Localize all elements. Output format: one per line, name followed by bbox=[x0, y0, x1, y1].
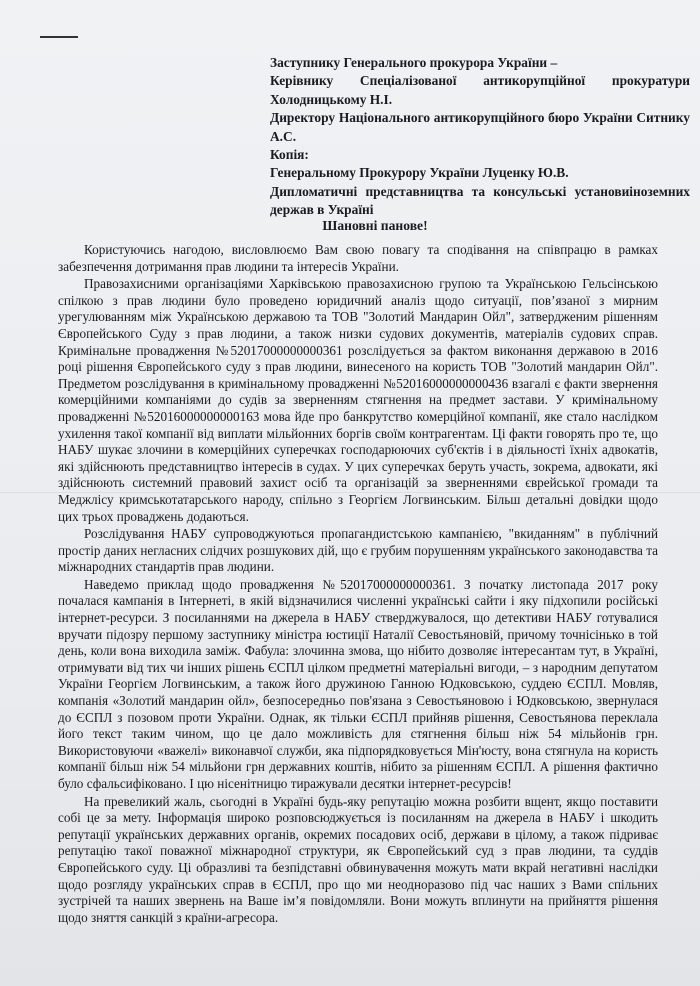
recipients-block bbox=[270, 54, 690, 220]
body-paragraph: На превеликий жаль, сьогодні в Україні будь-яку репутацію можна розбити вщент, якщо поставити собі це за мету. Інформація широко розповсюджується із посиланням на джерела в НАБУ і шкодить репутації українських державних органів, окремих посадових осіб, держави в цілому, а також підриває репутацію такої поважної міжнародної структури, як Європейський суд з прав людини, та суддів Європейського суду. Ці образливі та безпідставні обвинувачення можуть мати вкрай негативні наслідки щодо розгляду українських справ в ЄСПЛ, про що ми неодноразово під час наших з Вами спільних зустрічей та наших звернень на Ваше ім’я повідомляли. Вони можуть вплинути на прийняття рішення щодо зняття санкцій з країни-агресора. bbox=[58, 793, 658, 925]
letter-body bbox=[58, 242, 658, 926]
body-paragraph: Правозахисними організаціями Харківською правозахисною групою та Українською Гельсінською спілкою з прав людини було проведено юридичний аналіз щодо ситуації, пов’язаної з мирним урегулюванням між Українською державою та ТОВ "Золотий Мандарин Ойл", затвердженим рішенням Європейського Суду з прав людини, а також низки судових документів, матеріалів судових справ. Кримінальне провадження №52017000000000361 розслідується за фактом виконання державою в 2016 році рішення Європейського суду з прав людини, винесеного на користь ТОВ "Золотий мандарин Ойл". Предметом розслідування в кримінальному провадженні №52016000000000436 взагалі є факти звернення комерційними компаніями до судів за зверненням стягнення на предмет застави. У кримінальному провадженні №52016000000000163 мова йде про банкрутство комерційної компанії, яке стало наслідком ухилення такої компанії від виплати мільйонних боргів своїм контрагентам. Ці факти говорять про те, що НАБУ шукає злочини в комерційних суперечках господарюючих суб'єктів і в діяльності їхніх адвокатів, які здійснюють представництво інтересів в судах. У цих суперечках беруть участь, зокрема, адвокати, які здійснюють системний правовий захист осіб та організацій за зверненнями єврейської громади та Меджлісу кримськотатарського народу, спільно з Георгієм Логвинським. Більш детальні довідки щодо цих трьох проваджень додаються. bbox=[58, 276, 658, 524]
recipient-line: Заступнику Генерального прокурора України – bbox=[270, 55, 558, 70]
copy-recipient-line: Дипломатичні представництва та консульські установиіноземних держав в Україні bbox=[270, 183, 690, 218]
body-paragraph: Користуючись нагодою, висловлюємо Вам свою повагу та сподівання на співпрацю в рамках забезпечення дотримання прав людини та інтересів України. bbox=[58, 242, 658, 274]
salutation: Шановні панове! bbox=[322, 218, 428, 233]
corner-dash-mark bbox=[40, 36, 78, 38]
body-paragraph: Розслідування НАБУ супроводжуються пропагандистською кампанією, "вкиданням" в публічний простір даних негласних слідчих розшукових дій, що є грубим порушенням українського законодавства та міжнародних стандартів прав людини. bbox=[58, 526, 658, 575]
recipient-line: Керівнику Спеціалізованої антикорупційної прокуратури Холодницькому Н.І. bbox=[270, 73, 690, 107]
copy-recipient-line: Генеральному Прокурору України Луценку Ю.В. bbox=[270, 165, 569, 181]
paper-fold-line bbox=[0, 492, 700, 493]
recipient-line: Директору Національного антикорупційного бюро України Ситнику А.С. bbox=[270, 110, 690, 144]
copy-label: Копія: bbox=[270, 147, 309, 163]
body-paragraph: Наведемо приклад щодо провадження №52017000000000361. З початку листопада 2017 року почалася кампанія в Інтернеті, в якій відзначилися численні українські сайти і яку підхопили російські інтернет-ресурси. З посиланнями на джерела в НАБУ стверджувалося, що детективи НАБУ готувалися вручати підозру першому заступнику міністра юстиції Наталії Севостьяновій, причому точнісінько в той день, коли вона виходила заміж. Фабула: злочинна змова, що нібито дозволяє інтересантам тут, в Україні, отримувати від тих чи інших рішень ЄСПЛ цілком предметні матеріальні вигоди, – з народним депутатом України Георгієм Логвинським, а також його дружиною Ганною Юдковською, суддею ЄСПЛ. Мовляв, компанія «Золотий мандарин ойл», безпосередньо пов'язана з Севостьяновою і Юдковською, звернулася до ЄСПЛ з позовом проти України. Однак, як тільки ЄСПЛ прийняв рішення, Севостьянова переклала його текст таким чином, що це дало можливість для стягнення більш ніж 54 мільйонів грн. Використовуючи «важелі» виконавчої служби, яка підпорядковується Мін'юсту, вона стягнула на користь компанії більш ніж 54 мільйони грн державних коштів, нібито за рішенням ЄСПЛ. А рішення фактично було сфальсифіковано. І цю нісенітницю тиражували десятки інтернет-ресурсів! bbox=[58, 576, 658, 791]
